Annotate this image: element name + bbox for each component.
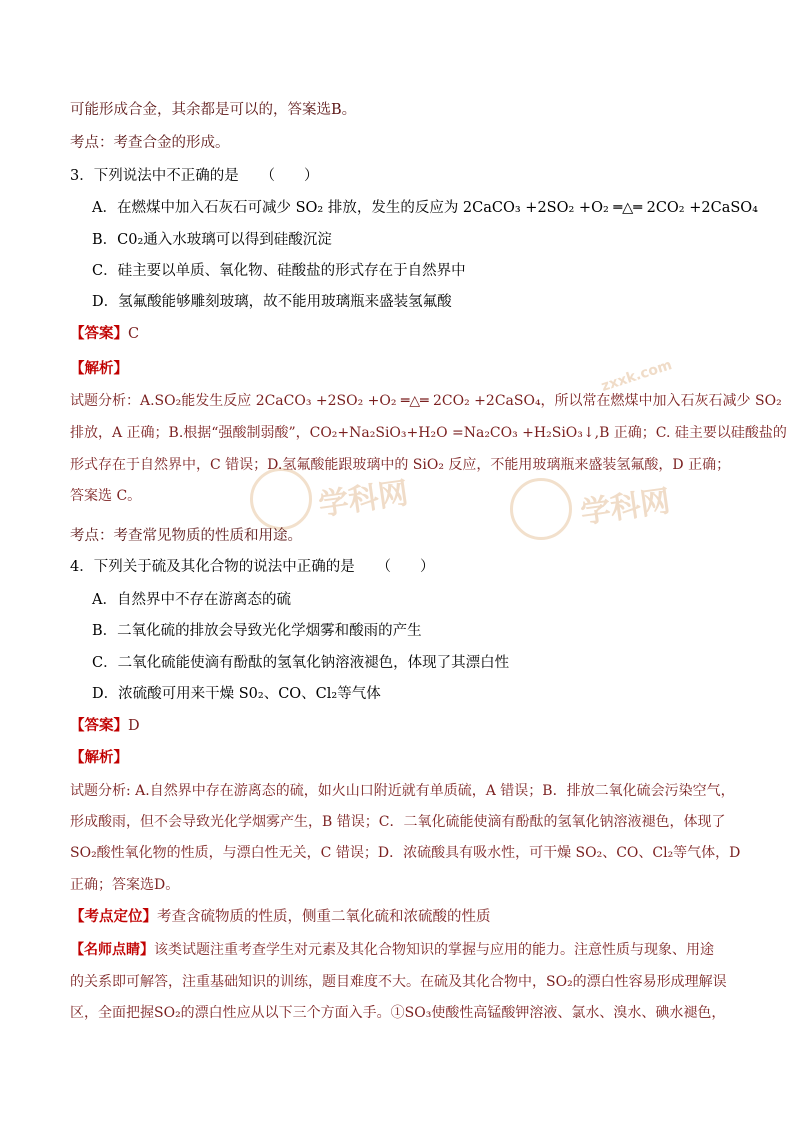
- analysis-4-line-3: SO₂酸性氧化物的性质，与漂白性无关，C 错误；D．浓硫酸具有吸水性，可干燥 SO₂、CO、Cl₂等气体，D: [70, 845, 741, 861]
- question-3-option-b: B．C0₂通入水玻璃可以得到硅酸沉淀: [92, 232, 332, 248]
- answer-label: 【答案】: [70, 325, 128, 342]
- question-4-option-d: D．浓硫酸可用来干燥 S0₂、CO、Cl₂等气体: [92, 686, 381, 702]
- question-3-option-d: D．氢氟酸能够雕刻玻璃，故不能用玻璃瓶来盛装氢氟酸: [92, 294, 452, 310]
- mingshi-dianjing-line-3: 区，全面把握SO₂的漂白性应从以下三个方面入手。①SO₃使酸性高锰酸钾溶液、氯水、溴水、碘水褪色，: [70, 1005, 726, 1021]
- answer-4: [70, 716, 140, 736]
- analysis-3-line-2: 排放，A 正确；B.根据“强酸制弱酸”，CO₂+Na₂SiO₃+H₂O =Na₂CO₃ +H₂SiO₃↓,B 正确；C. 硅主要以硅酸盐的: [70, 425, 787, 441]
- kaodian-dingwei: [70, 907, 491, 927]
- question-4-option-a: A．自然界中不存在游离态的硫: [92, 592, 291, 608]
- mingshi-dianjing-text: 该类试题注重考查学生对元素及其化合物知识的掌握与应用的能力。注意性质与现象、用途: [154, 942, 714, 958]
- answer-3: [70, 324, 139, 344]
- analysis-3-line-1: 试题分析：A.SO₂能发生反应 2CaCO₃ +2SO₂ +O₂ ═△═ 2CO₂ +2CaSO₄，所以常在燃煤中加入石灰石减少 SO₂: [70, 393, 782, 409]
- answer-value: C: [128, 326, 140, 342]
- text-line: 可能形成合金，其余都是可以的，答案选B。: [70, 102, 357, 118]
- analysis-4-label: 【解析】: [70, 749, 128, 766]
- answer-label: 【答案】: [70, 717, 128, 734]
- question-4-stem: 4．下列关于硫及其化合物的说法中正确的是 （ ）: [70, 559, 435, 575]
- mingshi-dianjing-label: 【名师点睛】: [70, 942, 154, 958]
- kaodian-dingwei-text: 考查含硫物质的性质，侧重二氧化硫和浓硫酸的性质: [157, 909, 491, 925]
- analysis-3-label: 【解析】: [70, 360, 128, 377]
- watermark-text-right: 学科网: [578, 483, 673, 532]
- kaodian-dingwei-label: 【考点定位】: [70, 908, 157, 925]
- mingshi-dianjing-line-2: 的关系即可解答，注重基础知识的训练，题目难度不大。在硫及其化合物中，SO₂的漂白性容易形成理解误: [70, 974, 727, 990]
- question-3-option-a: A．在燃煤中加入石灰石可减少 SO₂ 排放，发生的反应为 2CaCO₃ +2SO₂ +O₂ ═△═ 2CO₂ +2CaSO₄: [92, 200, 758, 216]
- analysis-4-line-4: 正确；答案选D。: [70, 877, 180, 893]
- answer-value: D: [128, 718, 140, 734]
- watermark-seal-right: [510, 478, 572, 540]
- analysis-3-line-3: 形式存在于自然界中，C 错误；D.氢氟酸能跟玻璃中的 SiO₂ 反应，不能用玻璃瓶来盛装氢氟酸，D 正确；: [70, 457, 731, 473]
- kaodian-3-line: 考点：考查常见物质的性质和用途。: [70, 528, 302, 544]
- watermark-text-left: 学科网: [316, 475, 411, 524]
- question-3-stem: 3．下列说法中不正确的是 （ ）: [70, 168, 319, 184]
- analysis-4-line-2: 形成酸雨，但不会导致光化学烟雾产生，B 错误；C．二氧化硫能使滴有酚酞的氢氧化钠溶液褪色，体现了: [70, 814, 726, 830]
- watermark-seal-left: [250, 468, 312, 530]
- question-3-option-c: C．硅主要以单质、氧化物、硅酸盐的形式存在于自然界中: [92, 263, 466, 279]
- kaodian-line: 考点：考查合金的形成。: [70, 135, 230, 151]
- question-4-option-b: B．二氧化硫的排放会导致光化学烟雾和酸雨的产生: [92, 623, 422, 639]
- analysis-3-line-4: 答案选 C。: [70, 488, 142, 504]
- question-4-option-c: C．二氧化硫能使滴有酚酞的氢氧化钠溶液褪色，体现了其漂白性: [92, 655, 510, 671]
- watermark-url: zxxk.com: [599, 357, 675, 395]
- mingshi-dianjing-line-1: [70, 940, 714, 960]
- analysis-4-line-1: 试题分析: A.自然界中存在游离态的硫，如火山口附近就有单质硫，A 错误；B．排放二氧化硫会污染空气，: [70, 783, 735, 799]
